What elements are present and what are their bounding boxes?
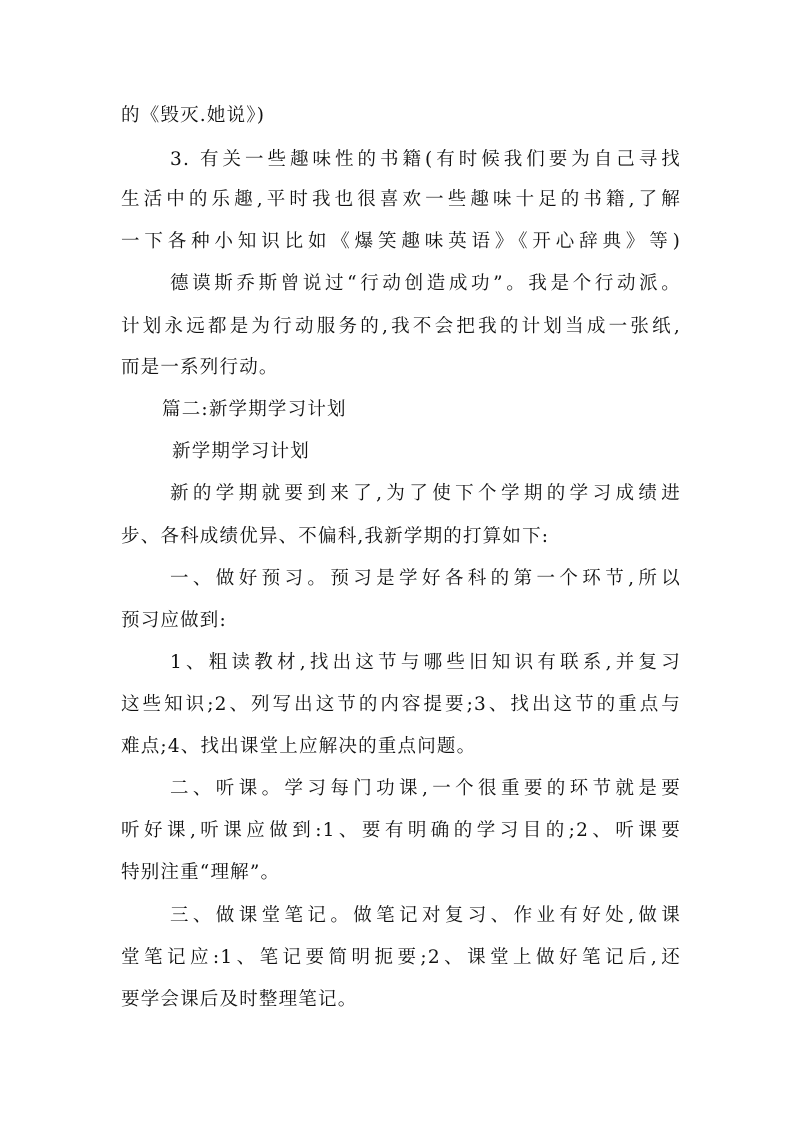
section-heading: 篇二:新学期学习计划 [162,399,347,420]
text-line: 难点;4、找出课堂上应解决的重点问题。 [121,736,477,757]
text-line: 预习应做到: [121,610,227,631]
text-line: 堂笔记应:1、笔记要简明扼要;2、课堂上做好笔记后,还 [121,947,681,968]
text-line: 步、各科成绩优异、不偏科,我新学期的打算如下: [121,526,550,547]
text-line: 三、做课堂笔记。做笔记对复习、作业有好处,做课 [170,905,681,926]
section-subtitle: 新学期学习计划 [172,441,310,462]
text-line: 一、做好预习。预习是学好各科的第一个环节,所以 [170,568,681,589]
text-line: 要学会课后及时整理笔记。 [121,989,358,1010]
text-line: 新的学期就要到来了,为了使下个学期的学习成绩进 [170,483,681,504]
text-line: 生活中的乐趣,平时我也很喜欢一些趣味十足的书籍,了解 [121,189,681,210]
text-line: 计划永远都是为行动服务的,我不会把我的计划当成一张纸, [121,316,681,337]
text-line: 一下各种小知识比如《爆笑趣味英语》《开心辞典》等) [121,231,681,252]
text-line: 3. 有关一些趣味性的书籍(有时候我们要为自己寻找 [170,149,681,170]
text-line: 德谟斯乔斯曾说过“行动创造成功”。我是个行动派。 [170,273,681,294]
text-line: 而是一系列行动。 [121,357,279,378]
text-line: 特别注重“理解”。 [121,862,281,883]
text-line: 二、听课。学习每门功课,一个很重要的环节就是要 [170,778,681,799]
text-line: 1、粗读教材,找出这节与哪些旧知识有联系,并复习 [170,652,681,673]
text-line: 这些知识;2、列写出这节的内容提要;3、找出这节的重点与 [121,694,681,715]
text-line: 听好课,听课应做到:1、要有明确的学习目的;2、听课要 [121,820,681,841]
text-line: 的《毁灭.她说》) [121,105,266,126]
